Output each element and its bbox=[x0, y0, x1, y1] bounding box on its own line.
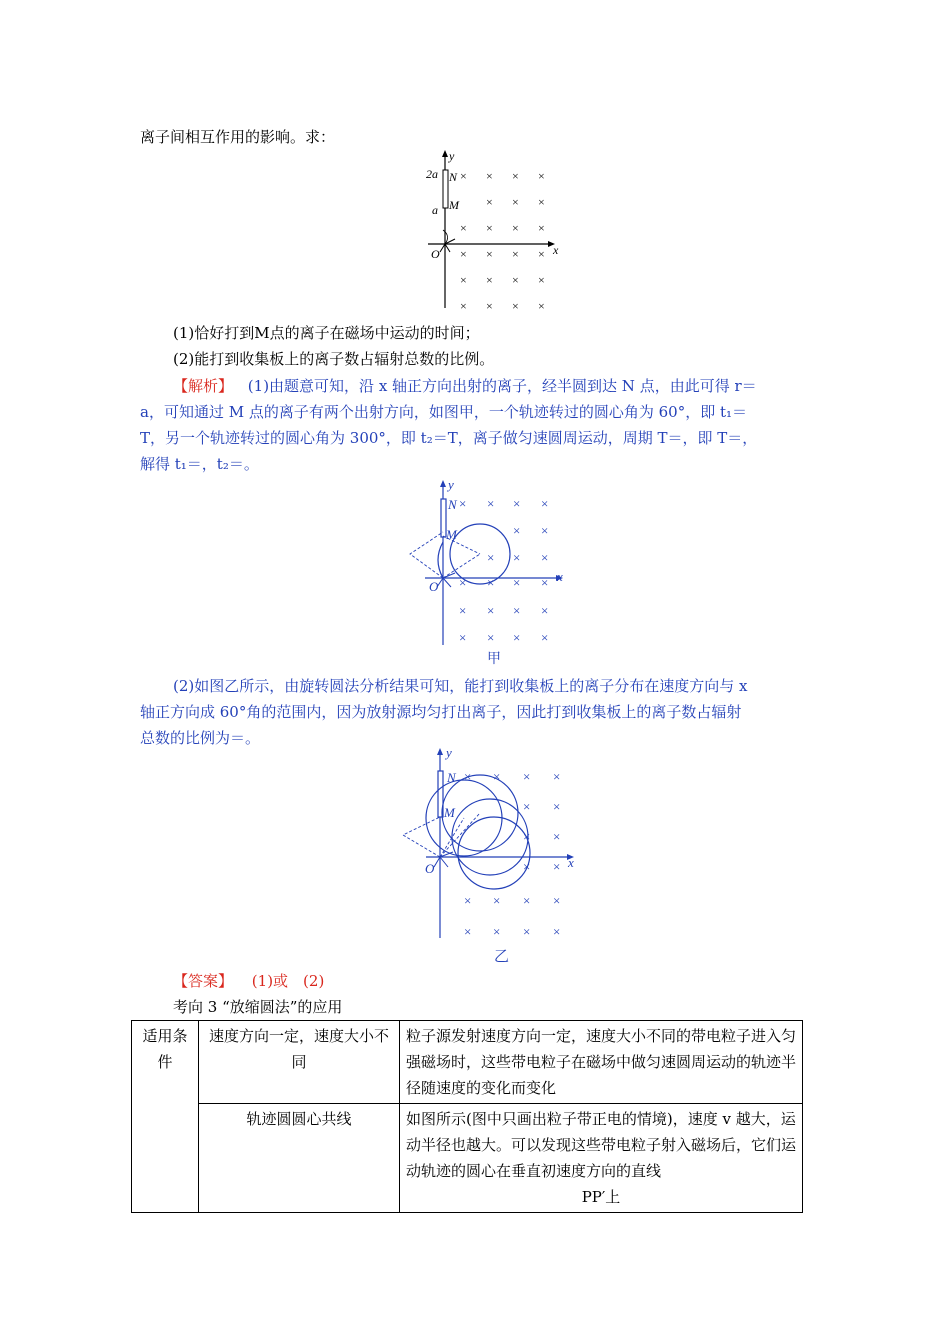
fig1-collector-plate bbox=[443, 170, 448, 208]
analysis-line-4: 解得 t₁＝，t₂＝。 bbox=[140, 455, 259, 473]
fig1-a-label: a bbox=[432, 203, 438, 217]
svg-text:×: × bbox=[538, 195, 545, 209]
svg-text:×: × bbox=[493, 893, 501, 908]
svg-text:×: × bbox=[541, 550, 549, 565]
fig1-y-arrow bbox=[442, 150, 448, 157]
fig2-origin-label: O bbox=[429, 579, 439, 594]
svg-text:×: × bbox=[512, 169, 519, 183]
svg-text:×: × bbox=[493, 769, 501, 784]
table-header-cell: 适用条件 bbox=[132, 1021, 199, 1213]
fig1-origin-label: O bbox=[431, 247, 440, 261]
intro-text: 离子间相互作用的影响。求： bbox=[140, 128, 336, 146]
svg-text:×: × bbox=[538, 299, 545, 313]
svg-text:×: × bbox=[460, 273, 467, 287]
svg-text:×: × bbox=[486, 247, 493, 261]
svg-text:×: × bbox=[512, 247, 519, 261]
fig3-N-label: N bbox=[447, 770, 456, 785]
analysis2-line-2: 轴正方向成 60°角的范围内，因为放射源均匀打出离子，因此打到收集板上的离子数占辐射 bbox=[140, 703, 742, 721]
svg-text:×: × bbox=[486, 299, 493, 313]
fig3-cross-grid bbox=[464, 769, 560, 939]
analysis-line-1: 【解析】 (1)由题意可知，沿 x 轴正方向出射的离子，经半圆到达 N 点，由此可得 r＝ bbox=[173, 377, 757, 395]
svg-text:×: × bbox=[523, 769, 531, 784]
svg-text:×: × bbox=[464, 924, 472, 939]
svg-text:×: × bbox=[459, 603, 467, 618]
svg-text:×: × bbox=[460, 247, 467, 261]
svg-text:×: × bbox=[513, 550, 521, 565]
svg-text:×: × bbox=[487, 550, 495, 565]
fig1-cross-grid bbox=[460, 169, 545, 313]
svg-text:×: × bbox=[460, 299, 467, 313]
fig2-N-label: N bbox=[448, 497, 457, 512]
svg-text:×: × bbox=[459, 630, 467, 645]
svg-text:×: × bbox=[460, 169, 467, 183]
table-row2-tail: PP′上 bbox=[581, 1188, 621, 1206]
svg-text:×: × bbox=[487, 496, 495, 511]
analysis2-line-1: (2)如图乙所示，由旋转圆法分析结果可知，能打到收集板上的离子分布在速度方向与 x bbox=[173, 677, 748, 695]
fig2-caption: 甲 bbox=[487, 652, 501, 667]
table-row2-desc: 如图所示(图中只画出粒子带正电的情境)，速度 v 越大，运动半径也越大。可以发现这些带电粒子射入磁场后，它们运动轨迹的圆心在垂直初速度方向的直线 bbox=[406, 1110, 797, 1180]
fig1-y-label: y bbox=[449, 149, 455, 163]
svg-text:×: × bbox=[459, 575, 467, 590]
svg-text:×: × bbox=[553, 829, 561, 844]
svg-text:×: × bbox=[513, 630, 521, 645]
fig2-M-label: M bbox=[446, 527, 457, 542]
analysis-line-2: a，可知通过 M 点的离子有两个出射方向，如图甲，一个轨迹转过的圆心角为 60°，即 t₁＝ bbox=[140, 403, 748, 421]
fig3-origin-label: O bbox=[425, 861, 435, 876]
fig1-M-label: M bbox=[449, 198, 459, 212]
svg-text:×: × bbox=[464, 769, 472, 784]
svg-text:×: × bbox=[553, 769, 561, 784]
svg-text:×: × bbox=[512, 273, 519, 287]
fig1-N-label: N bbox=[449, 170, 458, 184]
figure-1 bbox=[420, 148, 570, 313]
svg-text:×: × bbox=[538, 273, 545, 287]
question-1: (1)恰好打到M点的离子在磁场中运动的时间； bbox=[173, 324, 480, 342]
svg-text:×: × bbox=[459, 496, 467, 511]
svg-text:×: × bbox=[553, 799, 561, 814]
svg-text:×: × bbox=[513, 496, 521, 511]
svg-text:×: × bbox=[541, 630, 549, 645]
fig3-caption: 乙 bbox=[494, 949, 510, 965]
svg-text:×: × bbox=[513, 523, 521, 538]
svg-text:×: × bbox=[553, 859, 561, 874]
figure-jia bbox=[405, 477, 575, 667]
svg-text:×: × bbox=[523, 829, 531, 844]
svg-text:×: × bbox=[486, 273, 493, 287]
svg-text:×: × bbox=[493, 924, 501, 939]
svg-text:×: × bbox=[486, 169, 493, 183]
section-title: 考向 3 “放缩圆法”的应用 bbox=[173, 998, 343, 1016]
svg-text:×: × bbox=[487, 630, 495, 645]
fig3-M-label: M bbox=[444, 805, 455, 820]
analysis-tag: 【解析】 bbox=[173, 377, 234, 395]
method-table bbox=[131, 1020, 803, 1213]
svg-text:×: × bbox=[541, 575, 549, 590]
svg-text:×: × bbox=[541, 496, 549, 511]
table-row2-desc-cell bbox=[400, 1104, 803, 1213]
fig2-cross-grid bbox=[459, 496, 548, 645]
answer-tag: 【答案】 bbox=[173, 972, 234, 990]
svg-text:×: × bbox=[538, 169, 545, 183]
svg-text:×: × bbox=[486, 221, 493, 235]
svg-text:×: × bbox=[513, 575, 521, 590]
svg-text:×: × bbox=[523, 859, 531, 874]
figure-yi bbox=[398, 745, 588, 967]
answer-content: (1)或 (2) bbox=[251, 972, 325, 990]
svg-text:×: × bbox=[538, 221, 545, 235]
table-row1-desc: 粒子源发射速度方向一定，速度大小不同的带电粒子进入匀强磁场时，这些带电粒子在磁场中做匀速圆周运动的轨迹半径随速度的变化而变化 bbox=[400, 1021, 803, 1104]
fig3-circle-4 bbox=[458, 817, 530, 889]
svg-text:×: × bbox=[553, 924, 561, 939]
svg-text:×: × bbox=[464, 893, 472, 908]
question-2: (2)能打到收集板上的离子数占辐射总数的比例。 bbox=[173, 350, 495, 368]
svg-text:×: × bbox=[523, 893, 531, 908]
fig2-x-label: x bbox=[557, 569, 563, 584]
fig1-2a-label: 2a bbox=[426, 167, 438, 181]
fig3-circle-3 bbox=[452, 799, 531, 875]
svg-text:×: × bbox=[538, 247, 545, 261]
analysis2-line-3: 总数的比例为＝。 bbox=[140, 729, 261, 747]
svg-text:×: × bbox=[513, 603, 521, 618]
svg-text:×: × bbox=[486, 195, 493, 209]
fig2-y-label: y bbox=[448, 477, 454, 492]
svg-text:×: × bbox=[487, 603, 495, 618]
svg-text:×: × bbox=[512, 299, 519, 313]
svg-text:×: × bbox=[541, 523, 549, 538]
svg-text:×: × bbox=[541, 603, 549, 618]
analysis-line-3: T，另一个轨迹转过的圆心角为 300°，即 t₂＝T，离子做匀速圆周运动，周期 T＝，即 T＝， bbox=[140, 429, 758, 447]
svg-text:×: × bbox=[553, 893, 561, 908]
svg-text:×: × bbox=[512, 195, 519, 209]
svg-text:×: × bbox=[523, 799, 531, 814]
table-row2-label: 轨迹圆圆心共线 bbox=[199, 1104, 400, 1213]
table-row1-label: 速度方向一定，速度大小不同 bbox=[199, 1021, 400, 1104]
fig1-x-label: x bbox=[553, 243, 559, 257]
svg-text:×: × bbox=[523, 924, 531, 939]
svg-text:×: × bbox=[460, 221, 467, 235]
fig2-arc-small bbox=[438, 542, 443, 578]
svg-text:×: × bbox=[512, 221, 519, 235]
svg-text:×: × bbox=[487, 575, 495, 590]
answer-line bbox=[173, 970, 324, 992]
fig3-y-label: y bbox=[446, 745, 452, 760]
fig3-x-label: x bbox=[568, 855, 574, 870]
